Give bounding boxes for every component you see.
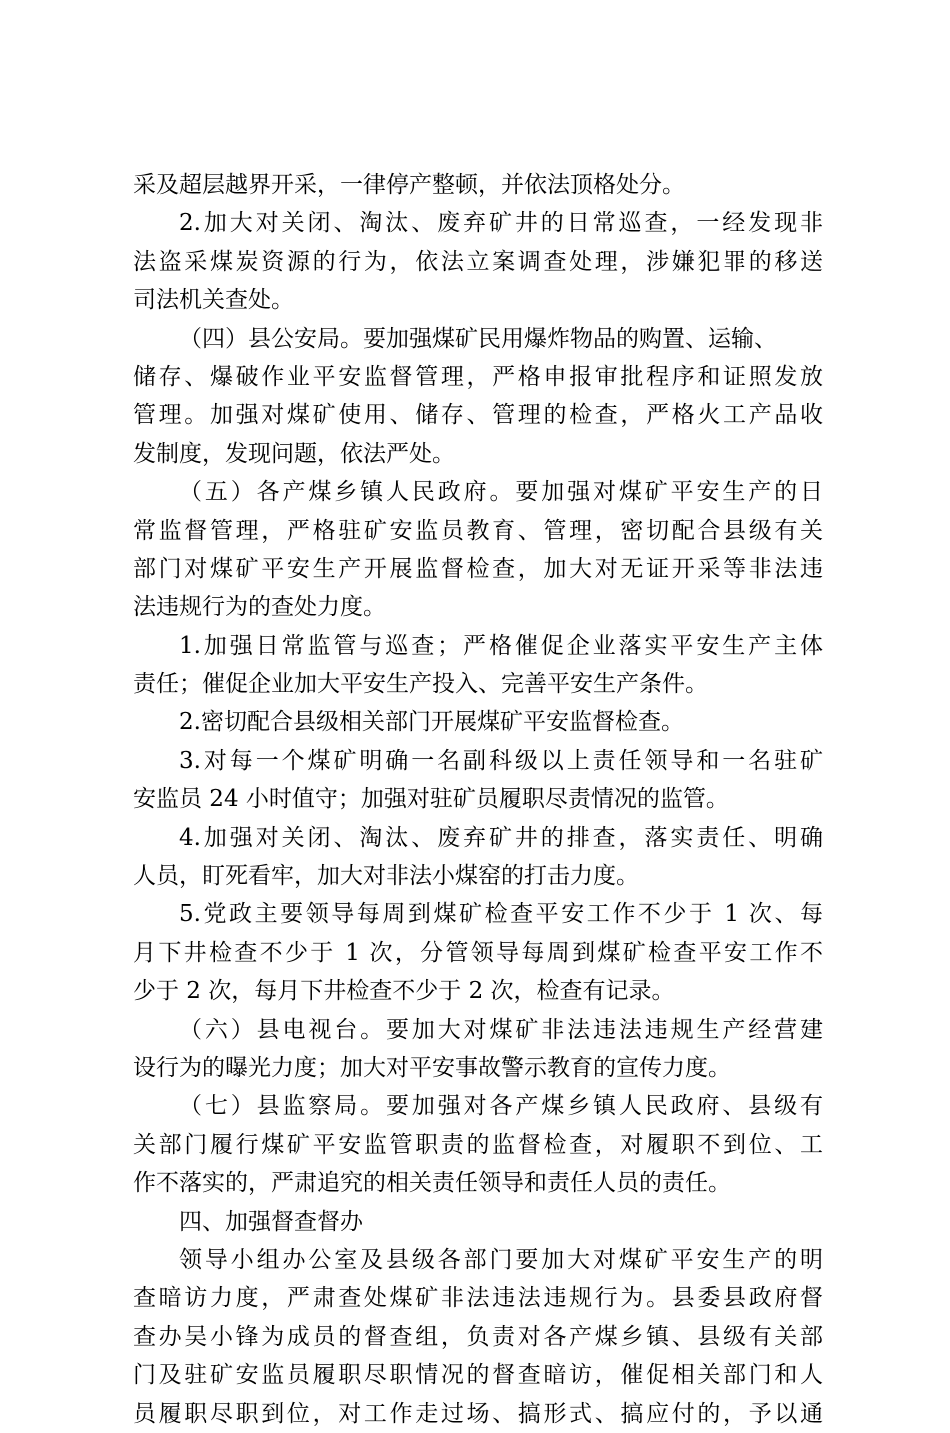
text-line: 管理。加强对煤矿使用、储存、管理的检查，严格火工产品收 (133, 402, 823, 429)
text-line: 储存、爆破作业平安监督管理，严格申报审批程序和证照发放 (133, 363, 823, 390)
text-line: 查办吴小锋为成员的督查组，负责对各产煤乡镇、县级有关部 (133, 1323, 823, 1350)
text-line: 作不落实的，严肃追究的相关责任领导和责任人员的责任。 (133, 1170, 731, 1197)
text-line: 四、加强督查督办 (179, 1208, 363, 1235)
text-line: 2.加大对关闭、淘汰、废弃矿井的日常巡查，一经发现非 (179, 210, 823, 237)
text-line: 采及超层越界开采，一律停产整顿，并依法顶格处分。 (133, 172, 685, 198)
text-line: 安监员 24 小时值守；加强对驻矿员履职尽责情况的监管。 (133, 786, 729, 813)
text-line: 设行为的曝光力度；加大对平安事故警示教育的宣传力度。 (133, 1054, 731, 1081)
text-line: 部门对煤矿平安生产开展监督检查，加大对无证开采等非法违 (133, 555, 823, 582)
text-line: 法盗采煤炭资源的行为，依法立案调查处理，涉嫌犯罪的移送 (133, 248, 823, 275)
text-line: 1.加强日常监管与巡查；严格催促企业落实平安生产主体 (179, 632, 823, 659)
document-body (133, 166, 823, 1433)
text-line: 门及驻矿安监员履职尽职情况的督查暗访，催促相关部门和人 (133, 1362, 823, 1389)
text-line: 人员，盯死看牢，加大对非法小煤窑的打击力度。 (133, 863, 639, 890)
text-line: 员履职尽职到位，对工作走过场、搞形式、搞应付的，予以通 (133, 1400, 823, 1427)
text-line: 查暗访力度，严肃查处煤矿非法违法违规行为。县委县政府督 (133, 1285, 823, 1312)
text-line: 司法机关查处。 (133, 287, 294, 314)
text-line: （五）各产煤乡镇人民政府。要加强对煤矿平安生产的日 (179, 479, 823, 506)
text-line: 4.加强对关闭、淘汰、废弃矿井的排查，落实责任、明确 (179, 824, 823, 851)
text-line: （七）县监察局。要加强对各产煤乡镇人民政府、县级有 (179, 1093, 823, 1120)
text-line: 责任；催促企业加大平安生产投入、完善平安生产条件。 (133, 671, 708, 698)
text-line: 领导小组办公室及县级各部门要加大对煤矿平安生产的明 (179, 1246, 823, 1273)
text-line: 法违规行为的查处力度。 (133, 594, 386, 621)
text-line: 3.对每一个煤矿明确一名副科级以上责任领导和一名驻矿 (179, 747, 823, 774)
text-line: 少于 2 次，每月下井检查不少于 2 次，检查有记录。 (133, 978, 675, 1005)
text-line: （六）县电视台。要加大对煤矿非法违法违规生产经营建 (179, 1016, 823, 1043)
text-line: 2.密切配合县级相关部门开展煤矿平安监督检查。 (179, 709, 684, 736)
text-line: （四）县公安局。要加强煤矿民用爆炸物品的购置、运输、 (179, 325, 777, 352)
text-line: 月下井检查不少于 1 次，分管领导每周到煤矿检查平安工作不 (133, 939, 823, 966)
text-line: 常监督管理，严格驻矿安监员教育、管理，密切配合县级有关 (133, 517, 823, 544)
text-line: 关部门履行煤矿平安监管职责的监督检查，对履职不到位、工 (133, 1131, 823, 1158)
text-line: 发制度，发现问题，依法严处。 (133, 440, 455, 467)
text-line: 5.党政主要领导每周到煤矿检查平安工作不少于 1 次、每 (179, 901, 823, 928)
